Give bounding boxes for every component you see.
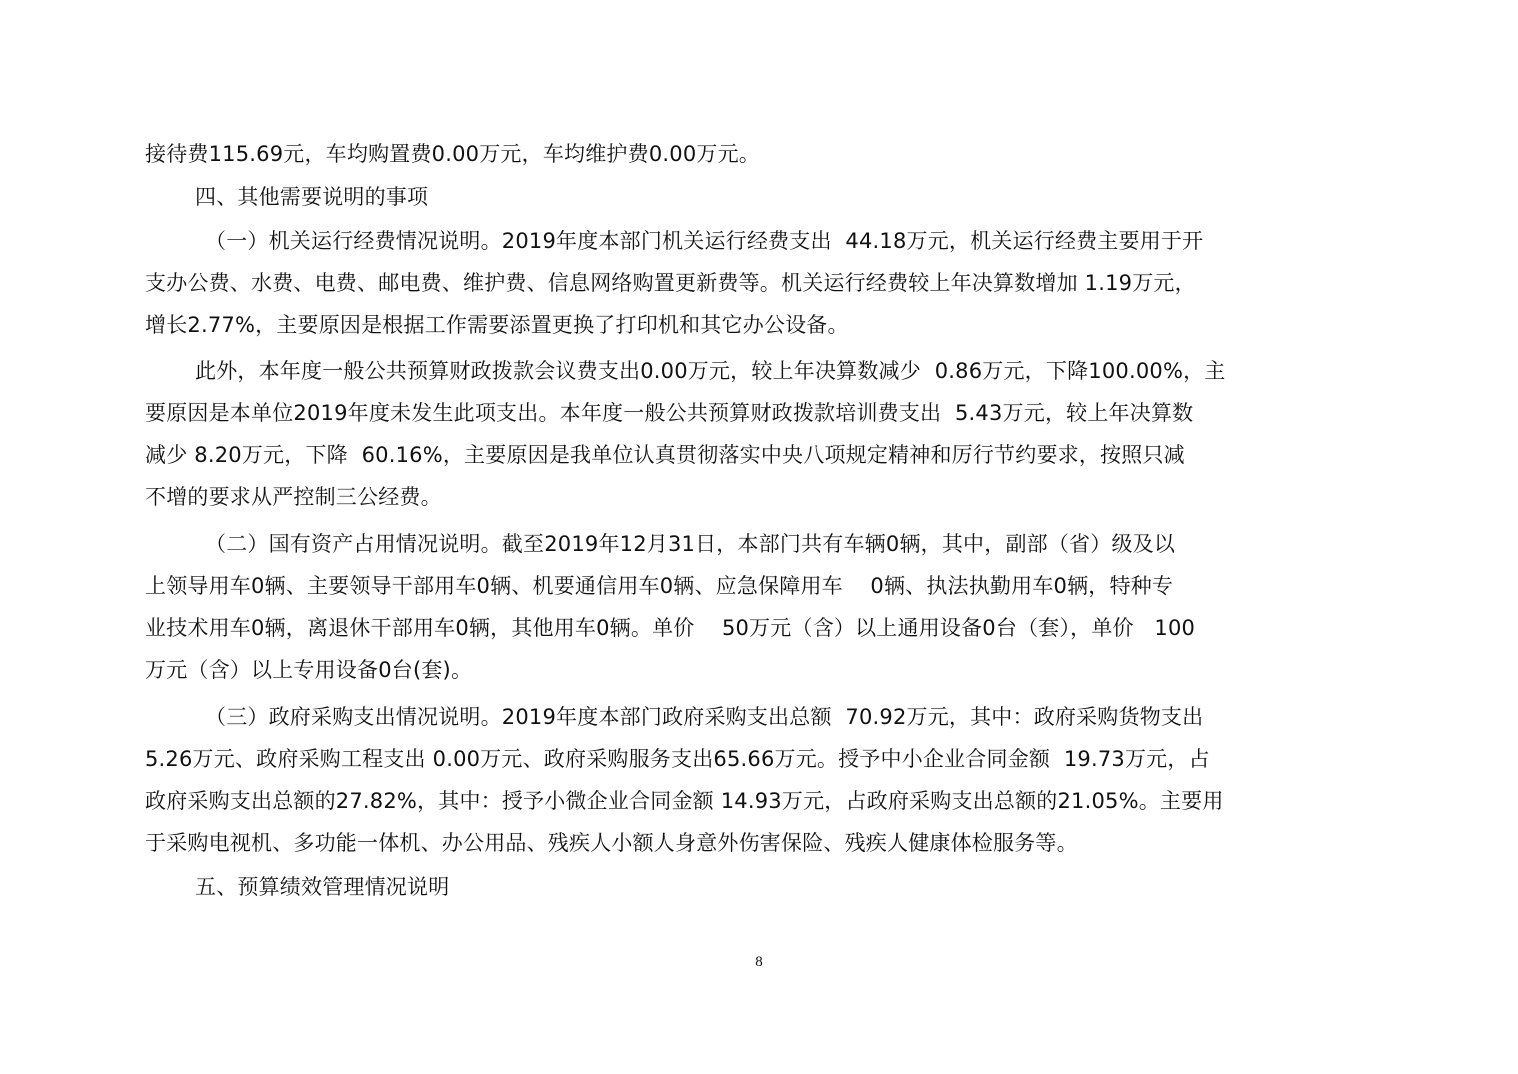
- section-heading-five: 五、预算绩效管理情况说明: [195, 875, 450, 899]
- section-heading-four: 四、其他需要说明的事项: [195, 185, 429, 209]
- text-line: 支办公费、水费、电费、邮电费、维护费、信息网络购置更新费等。机关运行经费较上年决算数增加 1.19万元，: [145, 271, 1196, 295]
- text-line: （二）国有资产占用情况说明。截至2019年12月31日，本部门共有车辆0辆，其中，副部（省）级及以: [205, 532, 1176, 556]
- text-line: （一）机关运行经费情况说明。2019年度本部门机关运行经费支出 44.18万元，机关运行经费主要用于开: [205, 229, 1204, 253]
- text-line: 政府采购支出总额的27.82%，其中：授予小微企业合同金额 14.93万元，占政府采购支出总额的21.05%。主要用: [145, 789, 1224, 813]
- text-line: 5.26万元、政府采购工程支出 0.00万元、政府采购服务支出65.66万元。授予中小企业合同金额 19.73万元，占: [145, 747, 1210, 771]
- text-line: 上领导用车0辆、主要领导干部用车0辆、机要通信用车0辆、应急保障用车 0辆、执法执勤用车0辆，特种专: [145, 574, 1174, 598]
- text-line: 万元（含）以上专用设备0台(套)。: [145, 658, 473, 682]
- text-line: 接待费115.69元，车均购置费0.00万元，车均维护费0.00万元。: [145, 142, 760, 166]
- text-line: 要原因是本单位2019年度未发生此项支出。本年度一般公共预算财政拨款培训费支出 5.43万元，较上年决算数: [145, 401, 1194, 425]
- text-line: （三）政府采购支出情况说明。2019年度本部门政府采购支出总额 70.92万元，其中：政府采购货物支出: [205, 705, 1204, 729]
- text-line: 不增的要求从严控制三公经费。: [145, 485, 442, 509]
- page-number: 8: [755, 954, 763, 970]
- text-line: 业技术用车0辆，离退休干部用车0辆，其他用车0辆。单价 50万元（含）以上通用设备0台（套），单价 100: [145, 616, 1196, 640]
- text-line: 此外，本年度一般公共预算财政拨款会议费支出0.00万元，较上年决算数减少 0.86万元，下降100.00%，主: [195, 359, 1226, 383]
- text-line: 于采购电视机、多功能一体机、办公用品、残疾人小额人身意外伤害保险、残疾人健康体检服务等。: [145, 831, 1078, 855]
- text-line: 增长2.77%，主要原因是根据工作需要添置更换了打印机和其它办公设备。: [145, 313, 849, 337]
- text-line: 减少 8.20万元，下降 60.16%，主要原因是我单位认真贯彻落实中央八项规定精神和厉行节约要求，按照只减: [145, 443, 1185, 467]
